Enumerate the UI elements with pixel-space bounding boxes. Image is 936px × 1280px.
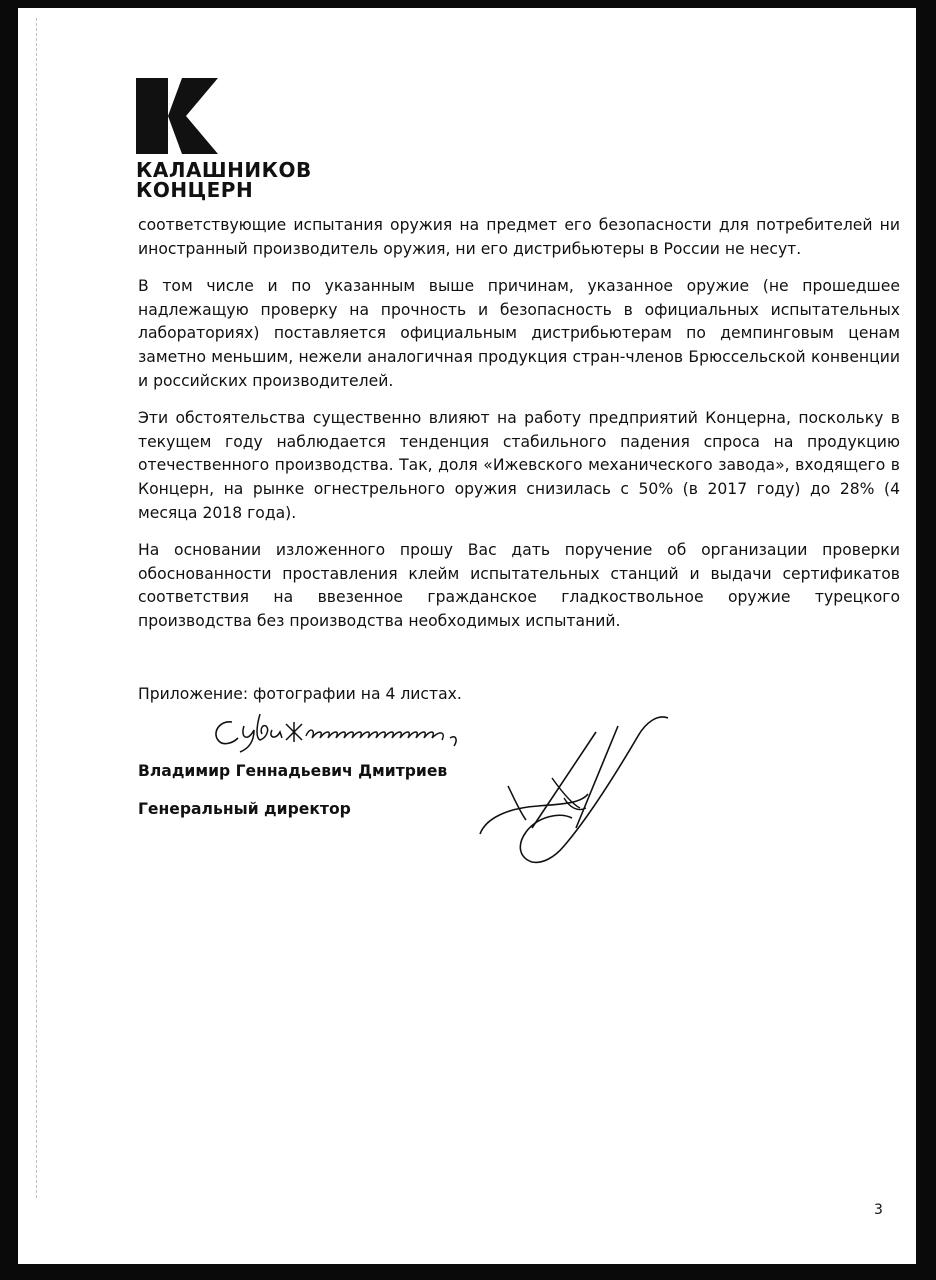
paragraph: В том числе и по указанным выше причинам, указанное оружие (не прошедшее надлежащую проверку на прочность и безопасность в официальных испытательных лабораториях) поставляется официальным дистрибьютерам по демпинговым ценам заметно меньшим, нежели аналогичная продукция стран-членов Брюссельской конвенции и российских производителей.: [138, 277, 900, 390]
kalashnikov-k-logo-icon: [136, 78, 218, 154]
document-page: [18, 8, 916, 1264]
company-logo: [136, 78, 336, 208]
attachment-note: Приложение: фотографии на 4 листах.: [138, 685, 462, 703]
paragraph: На основании изложенного прошу Вас дать поручение об организации проверки обоснованности проставления клейм испытательных станций и выдачи сертификатов соответствия на ввезенное гражданское гладкоствольное оружие турецкого производства без производства необходимых испытаний.: [138, 541, 900, 630]
letter-body: [138, 214, 900, 648]
handwritten-closing: [210, 708, 490, 758]
page-number: 3: [874, 1202, 883, 1218]
logo-line-2: КОНЦЕРН: [136, 178, 254, 202]
logo-wordmark: [136, 160, 312, 200]
signer-title: Генеральный директор: [138, 800, 351, 818]
scan-edge-line: [36, 18, 37, 1198]
signer-name: Владимир Геннадьевич Дмитриев: [138, 762, 448, 780]
paragraph: соответствующие испытания оружия на предмет его безопасности для потребителей ни иностранный производитель оружия, ни его дистрибьютеры в России не несут.: [138, 216, 900, 258]
logo-line-1: КАЛАШНИКОВ: [136, 158, 312, 182]
handwritten-signature: [468, 708, 688, 878]
paragraph: Эти обстоятельства существенно влияют на работу предприятий Концерна, поскольку в текущем году наблюдается тенденция стабильного падения спроса на продукцию отечественного производства. Так, доля «Ижевского механического завода», входящего в Концерн, на рынке огнестрельного оружия снизилась с 50% (в 2017 году) до 28% (4 месяца 2018 года).: [138, 409, 900, 522]
